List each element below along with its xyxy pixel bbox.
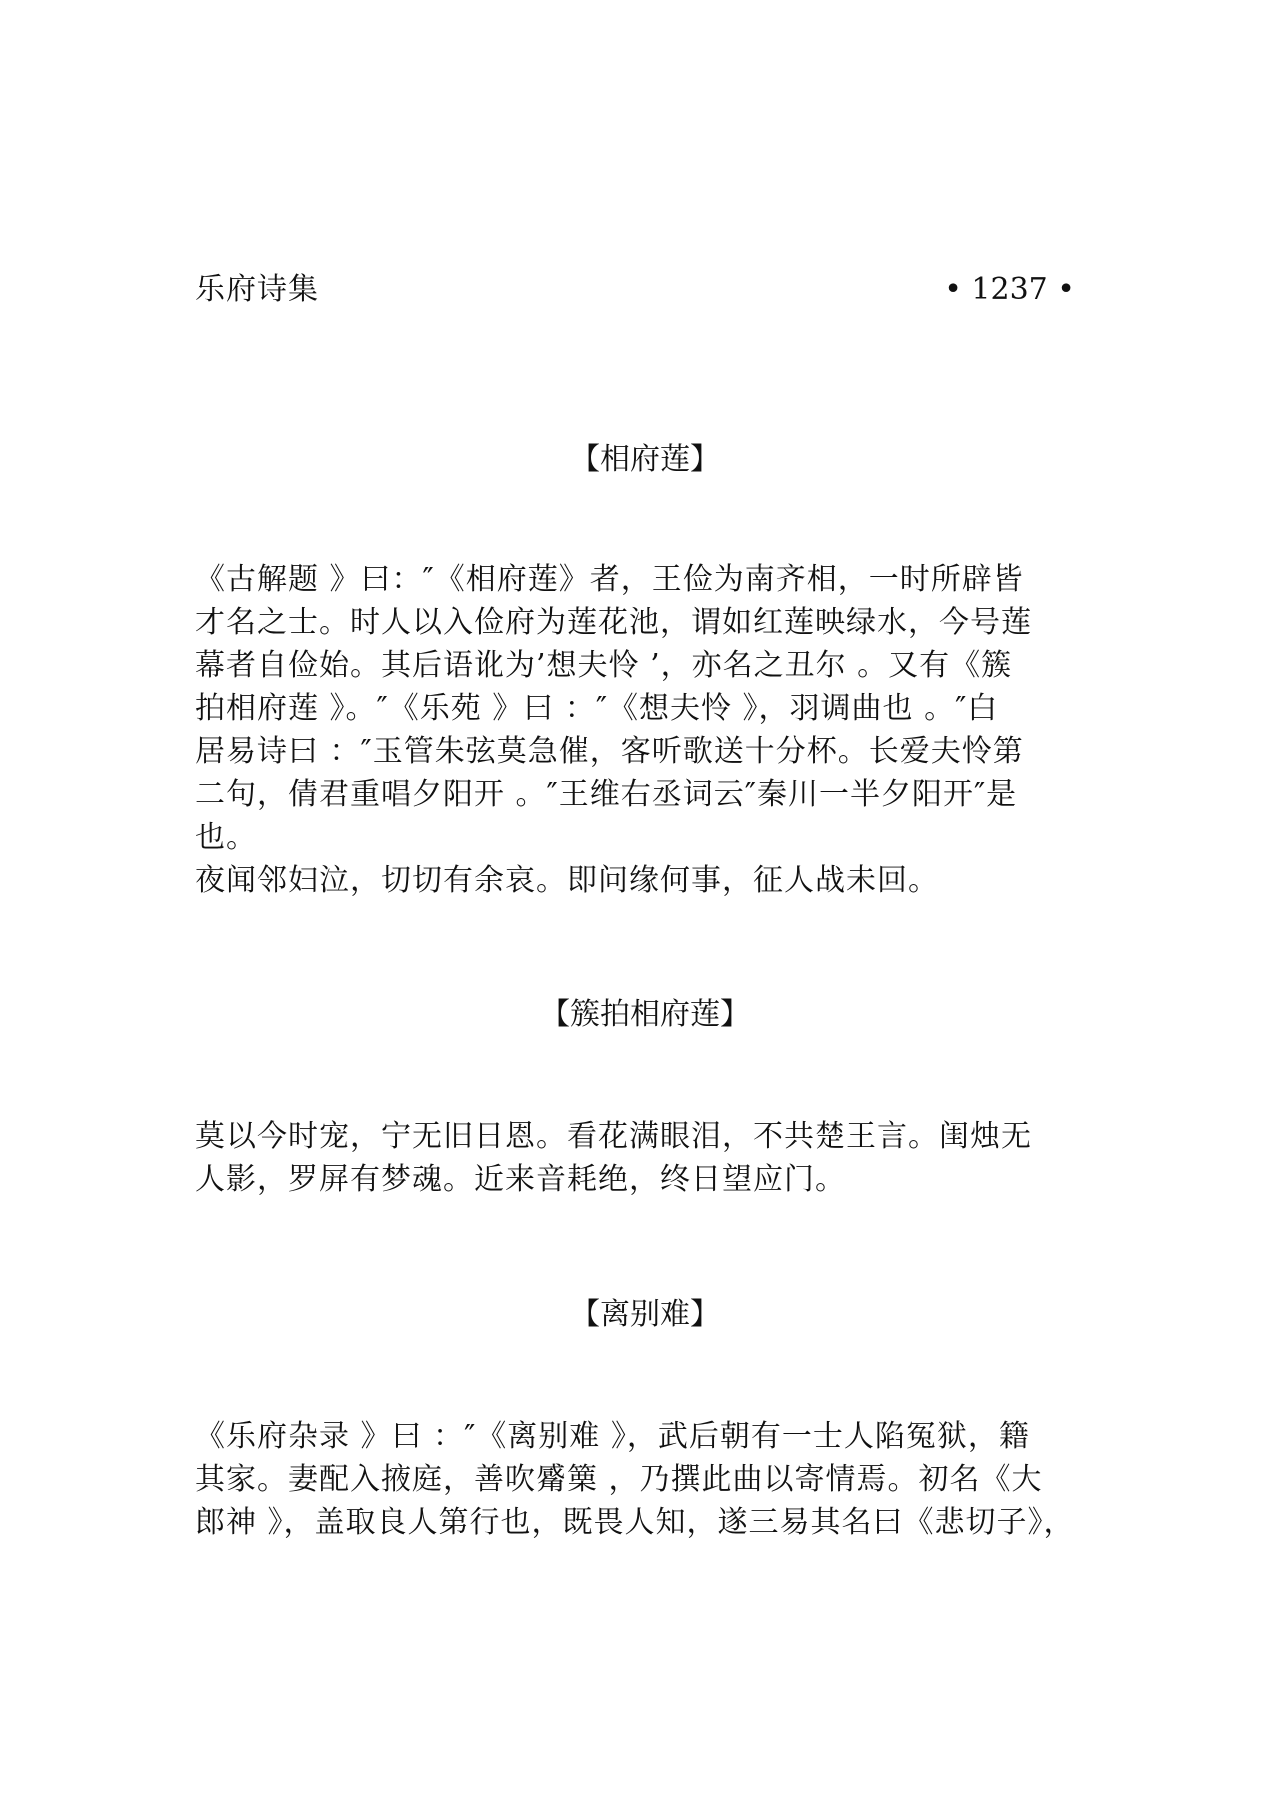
running-head-title: 乐府诗集 — [195, 272, 319, 307]
section-xiangfulian — [195, 440, 1095, 902]
page-number: • 1237 • — [944, 272, 1075, 307]
section-body — [195, 1415, 1095, 1544]
poem-line: 人影，罗屏有梦魂。近来音耗绝，终日望应门。 — [195, 1162, 846, 1197]
text-line: 《古解题 》曰：″《相府莲》者，王俭为南齐相，一时所辟皆 — [195, 562, 1024, 597]
section-body — [195, 558, 1095, 902]
section-title: 【簇拍相府莲】 — [540, 997, 750, 1032]
poem-line: 夜闻邻妇泣，切切有余哀。即问缘何事，征人战未回。 — [195, 863, 939, 898]
section-body — [195, 1115, 1095, 1201]
section-title: 【离别难】 — [570, 1297, 720, 1332]
section-cupai-xiangfulian — [195, 995, 1095, 1201]
text-line: 拍相府莲 》。″《乐苑 》曰 ：″《想夫怜 》，羽调曲也 。″白 — [195, 691, 999, 726]
text-line: 二句，倩君重唱夕阳开 。″王维右丞词云″秦川一半夕阳开″是 — [195, 777, 1018, 812]
text-line: 《乐府杂录 》曰 ：″《离别难 》，武后朝有一士人陷冤狱，籍 — [195, 1419, 1030, 1454]
text-line: 居易诗曰 ：″玉管朱弦莫急催，客听歌送十分杯。长爱夫怜第 — [195, 734, 1024, 769]
text-line: 才名之士。时人以入俭府为莲花池，谓如红莲映绿水，今号莲 — [195, 605, 1032, 640]
section-libienan — [195, 1295, 1095, 1544]
text-line: 也。 — [195, 820, 257, 855]
poem-line: 莫以今时宠，宁无旧日恩。看花满眼泪，不共楚王言。闺烛无 — [195, 1119, 1032, 1154]
text-line: 其家。妻配入掖庭，善吹觱篥 ，乃撰此曲以寄情焉。初名《大 — [195, 1462, 1043, 1497]
section-title: 【相府莲】 — [570, 442, 720, 477]
text-line: 幕者自俭始。其后语讹为’想夫怜 ’，亦名之丑尔 。又有《簇 — [195, 648, 1013, 683]
text-line: 郎神 》，盖取良人第行也，既畏人知，遂三易其名曰《悲切子》， — [195, 1505, 1075, 1540]
